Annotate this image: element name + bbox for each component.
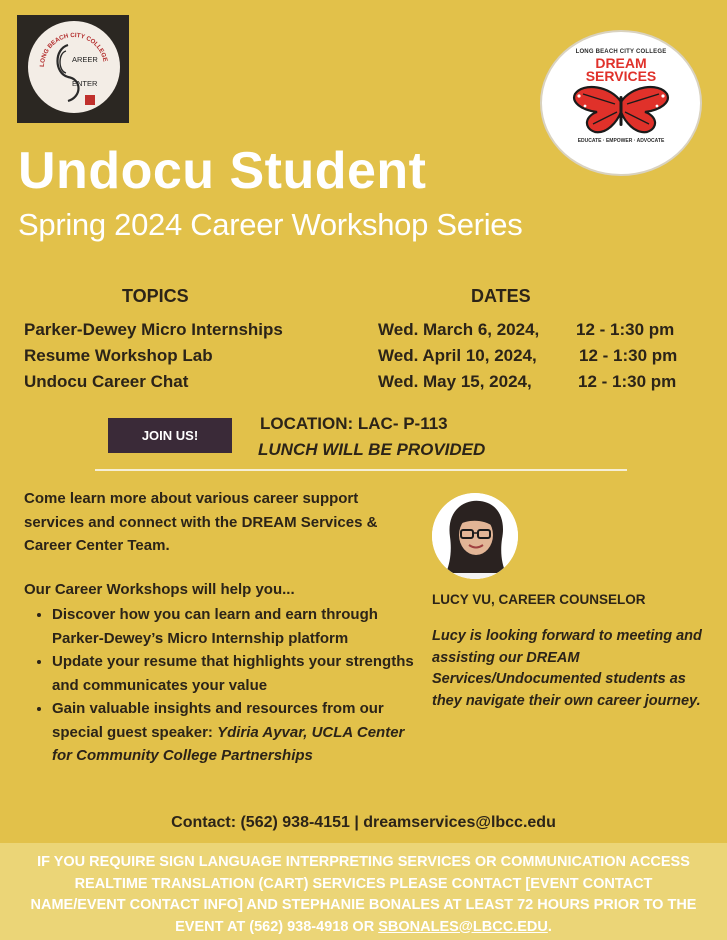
guest-speaker-prefix: Gain valuable insights and resources from our special guest speaker: bbox=[52, 700, 384, 741]
time-3: 12 - 1:30 pm bbox=[578, 372, 677, 391]
dream-logo-tagline: EDUCATE · EMPOWER · ADVOCATE bbox=[577, 138, 665, 144]
career-center-logo bbox=[17, 15, 129, 123]
guest-speaker-name: Ydiria Ayvar, UCLA Center for Community College Partnerships bbox=[52, 723, 405, 764]
dream-logo-word-2: SERVICES bbox=[585, 68, 657, 84]
intro-paragraph: Come learn more about various career support services and connect with the DREAM Services & Career Center Team. bbox=[24, 490, 378, 554]
topics-header: TOPICS bbox=[122, 286, 189, 306]
list-item: • Update your resume that highlights your strengths and communicates your value bbox=[52, 650, 424, 697]
counselor-photo bbox=[432, 493, 518, 579]
page-subtitle: Spring 2024 Career Workshop Series bbox=[18, 207, 523, 242]
accessibility-notice bbox=[0, 843, 727, 940]
list-item bbox=[52, 697, 424, 768]
topic-3: Undocu Career Chat bbox=[24, 372, 189, 391]
career-label: AREER bbox=[72, 55, 98, 64]
join-us-button[interactable]: JOIN US! bbox=[108, 418, 232, 453]
counselor-name: LUCY VU, CAREER COUNSELOR bbox=[432, 592, 646, 607]
time-1: 12 - 1:30 pm bbox=[576, 320, 675, 339]
counselor-description: Lucy is looking forward to meeting and assisting our DREAM Services/Undocumented students as they navigate their own career journey. bbox=[432, 628, 702, 709]
butterfly-icon bbox=[571, 84, 671, 136]
lunch-text: LUNCH WILL BE PROVIDED bbox=[258, 440, 486, 459]
notice-email-link[interactable]: SBONALES@LBCC.EDU bbox=[378, 918, 548, 935]
career-center-emblem bbox=[28, 21, 120, 113]
contact-line: Contact: (562) 938-4151 | dreamservices@lbcc.edu bbox=[171, 814, 556, 831]
notice-end: . bbox=[547, 918, 552, 935]
topic-1: Parker-Dewey Micro Internships bbox=[24, 320, 283, 339]
time-2: 12 - 1:30 pm bbox=[579, 346, 678, 365]
career-center-arc-text: LONG BEACH CITY COLLEGE bbox=[38, 31, 109, 68]
workshops-lead: Our Career Workshops will help you... bbox=[24, 581, 295, 598]
date-1: Wed. March 6, 2024, bbox=[378, 320, 540, 339]
dates-header: DATES bbox=[471, 286, 531, 306]
date-2: Wed. April 10, 2024, bbox=[378, 346, 537, 365]
dream-logo-word-1: DREAM bbox=[595, 55, 647, 71]
page-title: Undocu Student bbox=[18, 142, 427, 200]
dream-logo-top-text: LONG BEACH CITY COLLEGE bbox=[575, 49, 667, 55]
location-text: LOCATION: LAC- P-113 bbox=[260, 414, 448, 433]
avatar bbox=[432, 493, 518, 579]
workshop-benefits-list bbox=[30, 603, 424, 768]
dream-services-logo bbox=[540, 30, 702, 176]
date-3: Wed. May 15, 2024, bbox=[378, 372, 532, 391]
topic-2: Resume Workshop Lab bbox=[24, 346, 213, 365]
list-item: • Discover how you can learn and earn through Parker-Dewey’s Micro Internship platform bbox=[52, 603, 424, 650]
divider bbox=[95, 469, 627, 471]
center-label: ENTER bbox=[72, 79, 98, 88]
notice-text: IF YOU REQUIRE SIGN LANGUAGE INTERPRETING SERVICES OR COMMUNICATION ACCESS REALTIME TRANSLATION (CART) SERVICES PLEASE CONTACT [EVENT CONTACT NAME/EVENT CONTACT INFO] AND STEPHANIE BONALES AT LEAST 72 HOURS PRIOR TO THE EVENT AT (562) 938-4918 OR bbox=[30, 854, 697, 935]
lb-mark-icon bbox=[85, 95, 95, 105]
